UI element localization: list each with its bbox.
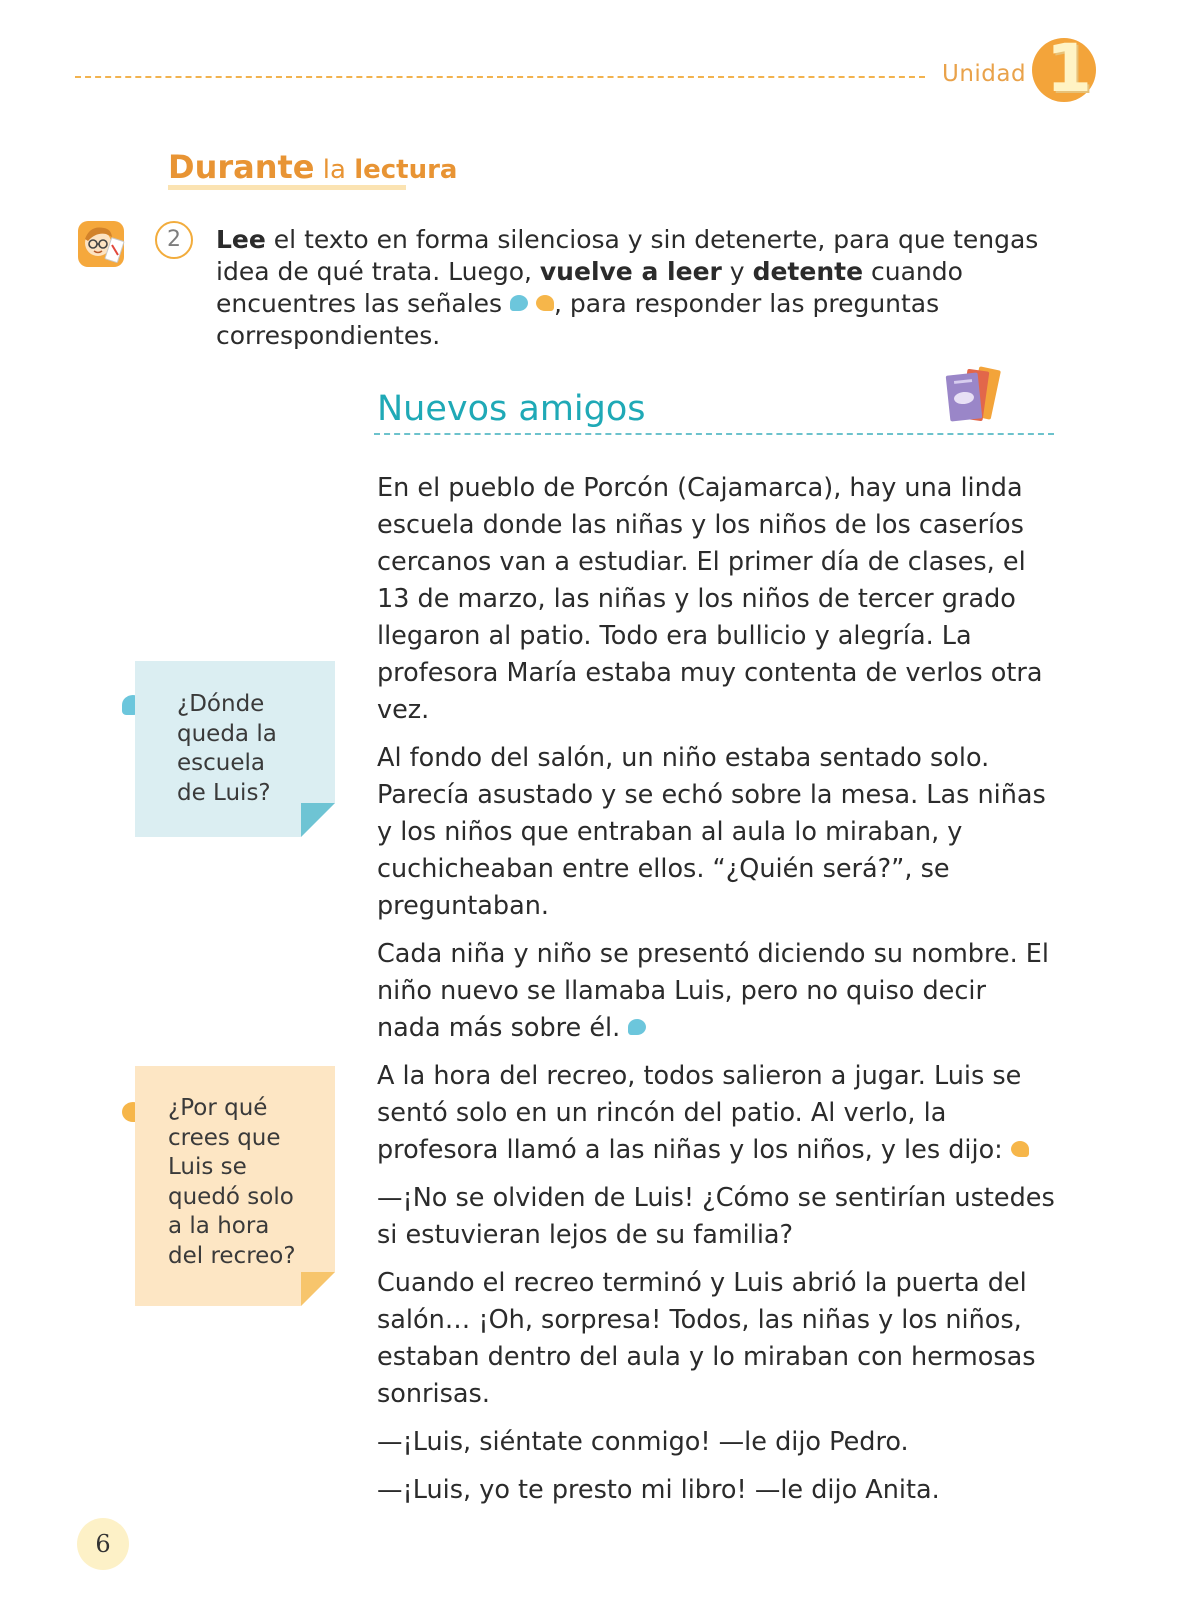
story-paragraph: —¡No se olviden de Luis! ¿Cómo se sentirían ustedes si estuvieran lejos de su familia? [377, 1183, 1055, 1250]
note-line: del recreo? [168, 1242, 296, 1269]
activity-instructions: Lee el texto en forma silenciosa y sin detenerte, para que tengas idea de qué trata. Luego, vuelve a leer y detente cuando encuentres las señales , para responder las preguntas correspondientes. [216, 225, 1039, 350]
student-reading-icon [76, 219, 126, 269]
story-paragraph: —¡Luis, siéntate conmigo! —le dijo Pedro. [377, 1427, 909, 1457]
story-paragraph: Cada niña y niño se presentó diciendo su nombre. El niño nuevo se llamaba Luis, pero no quiso decir nada más sobre él. [377, 939, 1050, 1043]
story-title: Nuevos amigos [377, 389, 646, 429]
activity-number: 2 [155, 221, 193, 259]
story-paragraph: En el pueblo de Porcón (Cajamarca), hay una linda escuela donde las niñas y los niños de los caseríos cercanos van a estudiar. El primer día de clases, el 13 de marzo, las niñas y los niños de tercer grado llegaron al patio. Todo era bullicio y alegría. La profesora María estaba muy contenta de verlos otra vez. [377, 473, 1043, 725]
blue-signal-icon [510, 295, 528, 311]
header-dashed-line [75, 76, 925, 78]
note-line: ¿Dónde [177, 691, 265, 717]
unit-number: 1 [1046, 30, 1092, 107]
orange-signal-icon [1011, 1141, 1029, 1157]
story-paragraph: Cuando el recreo terminó y Luis abrió la puerta del salón… ¡Oh, sorpresa! Todos, las niñas y los niños, estaban dentro del aula y lo miraban con hermosas sonrisas. [377, 1268, 1036, 1409]
question-note-orange [135, 1066, 335, 1306]
note-line: crees que [168, 1124, 281, 1151]
note-fold-corner [301, 1272, 335, 1306]
question-note-blue [135, 661, 335, 837]
note-line: quedó solo [168, 1183, 294, 1210]
story-text [377, 470, 1057, 1520]
blue-signal-icon [628, 1019, 646, 1035]
story-paragraph: —¡Luis, yo te presto mi libro! —le dijo Anita. [377, 1475, 940, 1505]
note-line: a la hora [168, 1213, 270, 1239]
note-line: escuela [177, 750, 265, 776]
note-fold-corner [301, 803, 335, 837]
story-paragraph: Al fondo del salón, un niño estaba sentado solo. Parecía asustado y se echó sobre la mesa. Las niñas y los niños que entraban al aula lo miraban, y cuchicheaban entre ellos. “¿Quién será?”, se preguntaban. [377, 743, 1046, 921]
orange-signal-icon [536, 295, 554, 311]
note-line: queda la [177, 720, 277, 747]
books-icon [940, 364, 1016, 426]
note-line: de Luis? [177, 779, 271, 806]
story-title-rule [374, 433, 1054, 435]
section-title: Durante la lectura [168, 148, 458, 186]
note-line: ¿Por qué [168, 1095, 268, 1121]
note-line: Luis se [168, 1154, 247, 1180]
unit-label: Unidad [942, 61, 1027, 87]
page-number: 6 [95, 1530, 111, 1558]
story-paragraph: A la hora del recreo, todos salieron a jugar. Luis se sentó solo en un rincón del patio. Al verlo, la profesora llamó a las niñas y los niños, y les dijo: [377, 1058, 1057, 1169]
